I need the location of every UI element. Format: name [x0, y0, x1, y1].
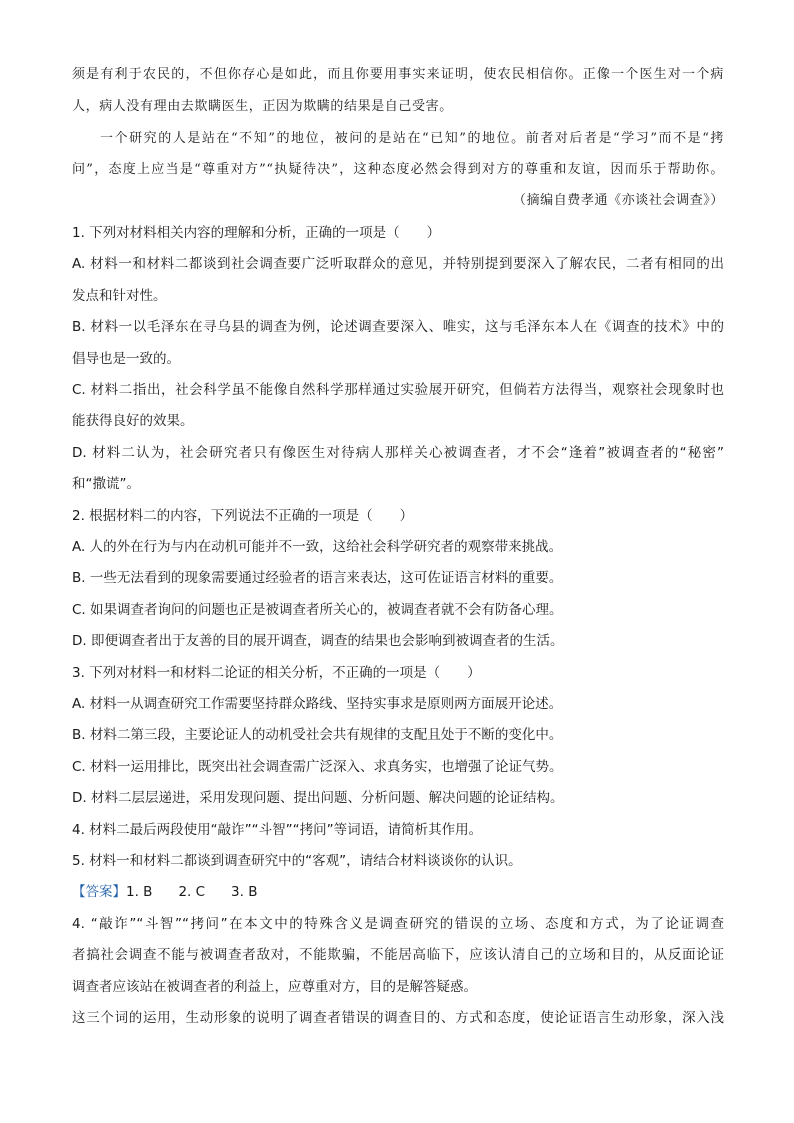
q1-option-c-line2: 能获得良好的效果。 [72, 413, 194, 429]
passage-p1-line2: 人，病人没有理由去欺瞒医生，正因为欺瞒的结果是自己受害。 [72, 99, 453, 114]
passage-source: （摘编自费孝通《亦谈社会调查》） [512, 193, 724, 208]
q2-option-b: B. 一些无法看到的现象需要通过经验者的语言来表达，这可佐证语言材料的重要。 [72, 570, 563, 586]
passage-p1-line1: 须是有利于农民的，不但你存心是如此，而且你要用事实来证明，使农民相信你。正像一个医生对一个病 [72, 67, 724, 82]
q3-option-a: A. 材料一从调查研究工作需要坚持群众路线、坚持实事求是原则两方面展开论述。 [72, 696, 563, 712]
q1-option-d-line1: D. 材料二认为，社会研究者只有像医生对待病人那样关心被调查者，才不会“逢着”被调查者的“秘密” [72, 445, 724, 461]
q5-stem: 5. 材料一和材料二都谈到调查研究中的“客观”，请结合材料谈谈你的认识。 [72, 853, 522, 869]
q3-option-d: D. 材料二层层递进，采用发现问题、提出问题、分析问题、解决问题的论证结构。 [72, 790, 564, 806]
answer-q4-line3: 调查者应该站在被调查者的利益上，应尊重对方，目的是解答疑惑。 [72, 979, 477, 995]
q1-option-d-line2: 和“撒谎”。 [72, 476, 140, 492]
q1-stem: 1. 下列对材料相关内容的理解和分析，正确的一项是（ ） [72, 225, 441, 241]
q3-stem: 3. 下列对材料一和材料二论证的相关分析，不正确的一项是（ ） [72, 665, 481, 681]
q2-stem: 2. 根据材料二的内容，下列说法不正确的一项是（ ） [72, 508, 414, 524]
answer-q4-line4: 这三个词的运用，生动形象的说明了调查者错误的调查目的、方式和态度，使论证语言生动形象，深入浅 [72, 1010, 724, 1026]
answer-3: 3. B [231, 884, 258, 900]
answer-label: 【答案】 [72, 884, 126, 900]
q2-option-d: D. 即便调查者出于友善的目的展开调查，调查的结果也会影响到被调查者的生活。 [72, 633, 564, 649]
passage-p2-line2: 问”，态度上应当是“尊重对方”“执疑待决”，这种态度必然会得到对方的尊重和友谊，因而乐于帮助你。 [72, 162, 724, 177]
passage-p2-line1: 一个研究的人是站在“不知”的地位，被问的是站在“已知”的地位。前者对后者是“学习”而不是“拷 [100, 131, 724, 146]
q1-option-b-line1: B. 材料一以毛泽东在寻乌县的调查为例，论述调查要深入、唯实，这与毛泽东本人在《调查的技术》中的 [72, 319, 724, 335]
answer-key-row [72, 882, 724, 902]
q1-option-c-line1: C. 材料二指出，社会科学虽不能像自然科学那样通过实验展开研究，但倘若方法得当，观察社会现象时也 [72, 382, 724, 398]
q3-option-c: C. 材料一运用排比，既突出社会调查需广泛深入、求真务实，也增强了论证气势。 [72, 759, 563, 775]
answer-q4-line1: 4. “敲诈”“斗智”“拷问”在本文中的特殊含义是调查研究的错误的立场、态度和方式，为了论证调查 [72, 916, 724, 932]
answer-2: 2. C [178, 884, 206, 900]
q1-option-b-line2: 倡导也是一致的。 [72, 351, 180, 367]
q1-option-a-line2: 发点和针对性。 [72, 288, 167, 304]
q2-option-c: C. 如果调查者询问的问题也正是被调查者所关心的，被调查者就不会有防备心理。 [72, 602, 563, 618]
q1-option-a-line1: A. 材料一和材料二都谈到社会调查要广泛听取群众的意见，并特别提到要深入了解农民，二者有相同的出 [72, 256, 724, 272]
answer-1: 1. B [126, 884, 153, 900]
q2-option-a: A. 人的外在行为与内在动机可能并不一致，这给社会科学研究者的观察带来挑战。 [72, 539, 563, 555]
answer-q4-line2: 者搞社会调查不能与被调查者敌对，不能欺骗，不能居高临下，应该认清自己的立场和目的，从反面论证 [72, 947, 724, 963]
q3-option-b: B. 材料二第三段，主要论证人的动机受社会共有规律的支配且处于不断的变化中。 [72, 727, 563, 743]
q4-stem: 4. 材料二最后两段使用“敲诈”“斗智”“拷问”等词语，请简析其作用。 [72, 822, 483, 838]
